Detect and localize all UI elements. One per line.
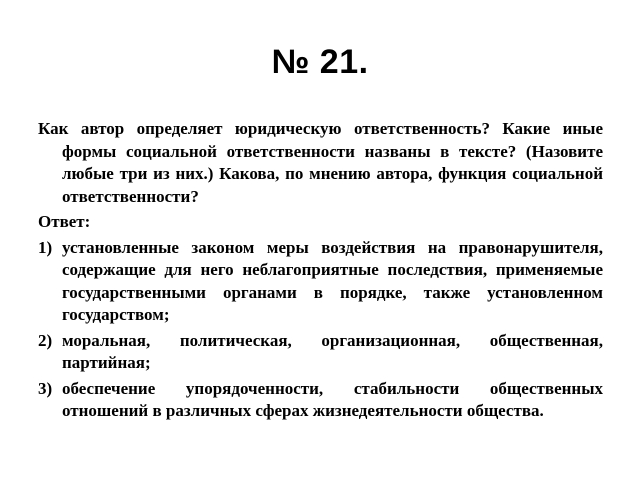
slide-content xyxy=(38,118,603,426)
answer-label: Ответ: xyxy=(38,212,91,231)
answer-text: моральная, политическая, организационная, общественная, партийная; xyxy=(62,330,603,372)
question-text: Как автор определяет юридическую ответственность? Какие иные формы социальной ответственности названы в тексте? (Назовите любые три из них.) Какова, по мнению автора, функция социальной ответственности? xyxy=(38,119,603,206)
answer-item-3 xyxy=(38,378,603,423)
answer-number: 3) xyxy=(38,378,53,398)
answer-list xyxy=(38,237,603,423)
answer-item-1 xyxy=(38,237,603,327)
answer-number: 1) xyxy=(38,237,53,257)
slide-title: № 21. xyxy=(271,43,369,81)
answer-text: установленные законом меры воздействия на правонарушителя, содержащие для него неблагоприятные последствия, применяемые государственными органами в порядке, также установленном государством; xyxy=(62,237,603,324)
answer-item-2 xyxy=(38,330,603,375)
answer-text: обеспечение упорядоченности, стабильности общественных отношений в различных сферах жизнедеятельности общества. xyxy=(62,378,603,420)
answer-number: 2) xyxy=(38,330,53,350)
